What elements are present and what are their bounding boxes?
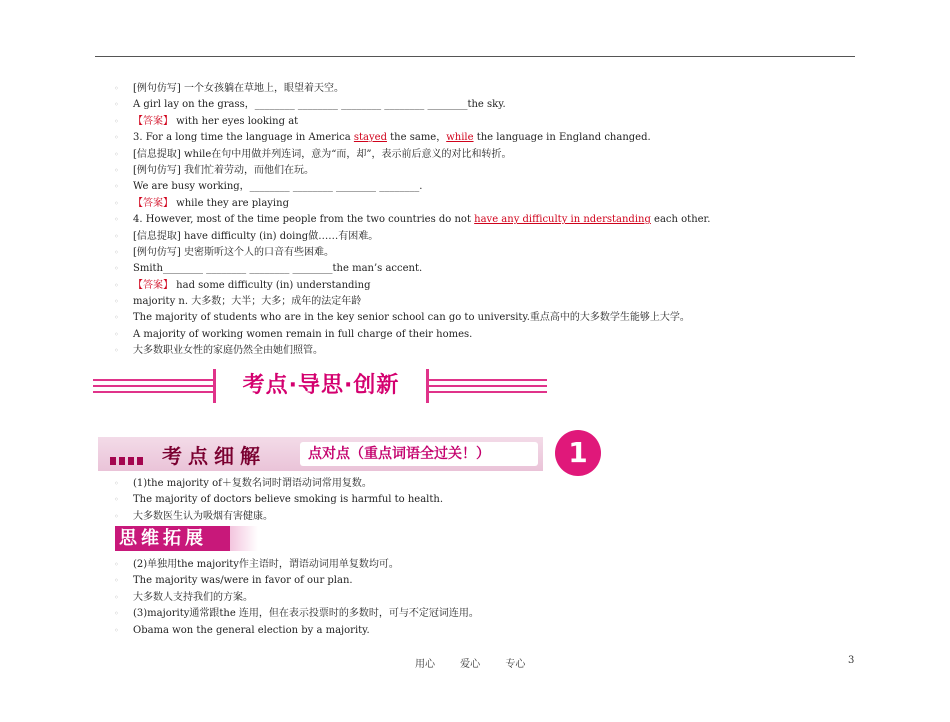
bullet-icon: ◦ — [114, 297, 119, 307]
text-line: ◦ (3)majority通常跟the 连用，但在表示投票时的多数时，可与不定冠词连用。 — [114, 606, 874, 622]
banner-rule — [429, 391, 547, 393]
text-line: ◦ 大多数医生认为吸烟有害健康。 — [114, 509, 874, 525]
bullet-icon: ◦ — [114, 149, 119, 159]
banner-title-box — [213, 369, 429, 403]
number-badge: 1 — [555, 430, 601, 476]
section-banner — [93, 369, 548, 405]
bullet-icon: ◦ — [114, 116, 119, 126]
text-line: ◦ A girl lay on the grass，________ ________ ________ ________ ________the sky. — [114, 97, 874, 113]
section-2 — [114, 476, 874, 525]
section-3 — [114, 557, 874, 639]
text-line: ◦ (1)the majority of＋复数名词时谓语动词常用复数。 — [114, 476, 874, 492]
kaodian-subtitle: 点对点（重点词语全过关！） — [300, 442, 538, 466]
banner-rule — [429, 385, 547, 387]
dots-icon — [110, 450, 146, 469]
text-line: ◦ A majority of working women remain in full charge of their homes. — [114, 327, 874, 343]
bullet-icon: ◦ — [114, 479, 119, 488]
siwei-label-fade — [230, 526, 258, 551]
bullet-icon: ◦ — [114, 133, 119, 143]
bullet-icon: ◦ — [114, 264, 119, 274]
text-line: ◦ [信息提取] have difficulty (in) doing做……有困难。 — [114, 229, 874, 245]
text-line: ◦ The majority was/were in favor of our plan. — [114, 573, 874, 589]
text-line: ◦ Smith________ ________ ________ ________the man’s accent. — [114, 261, 874, 277]
bullet-icon: ◦ — [114, 329, 119, 339]
bullet-icon: ◦ — [114, 247, 119, 257]
answer-label: 【答案】 — [133, 197, 173, 209]
section-1 — [114, 81, 874, 360]
page-footer: 用心 爱心 专心 — [415, 659, 526, 670]
bullet-icon: ◦ — [114, 198, 119, 208]
bullet-icon: ◦ — [114, 576, 119, 586]
text-line: ◦ We are busy working，________ ________ ________ ________. — [114, 179, 874, 195]
bullet-icon: ◦ — [114, 231, 119, 241]
kaodian-title: 考点细解 — [162, 444, 266, 468]
bullet-icon: ◦ — [114, 100, 119, 110]
bullet-icon: ◦ — [114, 84, 119, 93]
bullet-icon: ◦ — [114, 215, 119, 225]
bullet-icon: ◦ — [114, 346, 119, 356]
highlight-word: stayed — [353, 132, 387, 144]
banner-rule — [93, 391, 213, 393]
bullet-icon: ◦ — [114, 165, 119, 175]
banner-rule — [429, 379, 547, 381]
bullet-icon: ◦ — [114, 511, 119, 521]
answer-line: ◦ 【答案】 while they are playing — [114, 196, 874, 212]
text-line: ◦ 大多数人支持我们的方案。 — [114, 590, 874, 606]
bullet-icon: ◦ — [114, 625, 119, 635]
page-number: 3 — [848, 655, 855, 666]
text-line: ◦ The majority of doctors believe smoking is harmful to health. — [114, 492, 874, 508]
text-line: ◦ Obama won the general election by a majority. — [114, 623, 874, 639]
highlight-phrase: have any difficulty in nderstanding — [474, 214, 651, 226]
bullet-icon: ◦ — [114, 560, 119, 569]
bullet-icon: ◦ — [114, 609, 119, 619]
siwei-label-text: 思维拓展 — [115, 526, 230, 551]
bullet-icon: ◦ — [114, 592, 119, 602]
bullet-icon: ◦ — [114, 313, 119, 323]
text-line: ◦ [信息提取] while在句中用做并列连词，意为“而，却”，表示前后意义的对比和转折。 — [114, 147, 874, 163]
text-line: ◦ 3. For a long time the language in America stayed the same，while the language in England changed. — [114, 130, 874, 146]
kaodian-banner — [98, 437, 543, 471]
highlight-word: while — [446, 132, 474, 144]
text-line: ◦ [例句仿写] 我们忙着劳动，而他们在玩。 — [114, 163, 874, 179]
text-line: ◦ [例句仿写] 史密斯听这个人的口音有些困难。 — [114, 245, 874, 261]
bullet-icon: ◦ — [114, 495, 119, 505]
answer-label: 【答案】 — [133, 279, 173, 291]
text-line: ◦ The majority of students who are in the key senior school can go to university.重点高中的大多数学生能够上大学。 — [114, 310, 874, 326]
text-line: ◦ (2)单独用the majority作主语时，谓语动词用单复数均可。 — [114, 557, 874, 573]
text-line: ◦ 4. However, most of the time people from the two countries do not have any difficulty in nderstanding each other. — [114, 212, 874, 228]
answer-line: ◦ 【答案】 had some difficulty (in) understanding — [114, 278, 874, 294]
answer-label: 【答案】 — [133, 115, 173, 127]
text-line: ◦ [例句仿写] 一个女孩躺在草地上，眼望着天空。 — [114, 81, 874, 97]
banner-rule — [93, 385, 213, 387]
banner-title: 考点·导思·创新 — [242, 373, 400, 398]
banner-rule — [93, 379, 213, 381]
bullet-icon: ◦ — [114, 182, 119, 192]
siwei-label — [115, 526, 258, 551]
text-line: ◦ majority n. 大多数；大半；大多；成年的法定年龄 — [114, 294, 874, 310]
header-rule — [95, 56, 855, 57]
text-line: ◦ 大多数职业女性的家庭仍然全由她们照管。 — [114, 343, 874, 359]
answer-line: ◦ 【答案】 with her eyes looking at — [114, 114, 874, 130]
bullet-icon: ◦ — [114, 280, 119, 290]
